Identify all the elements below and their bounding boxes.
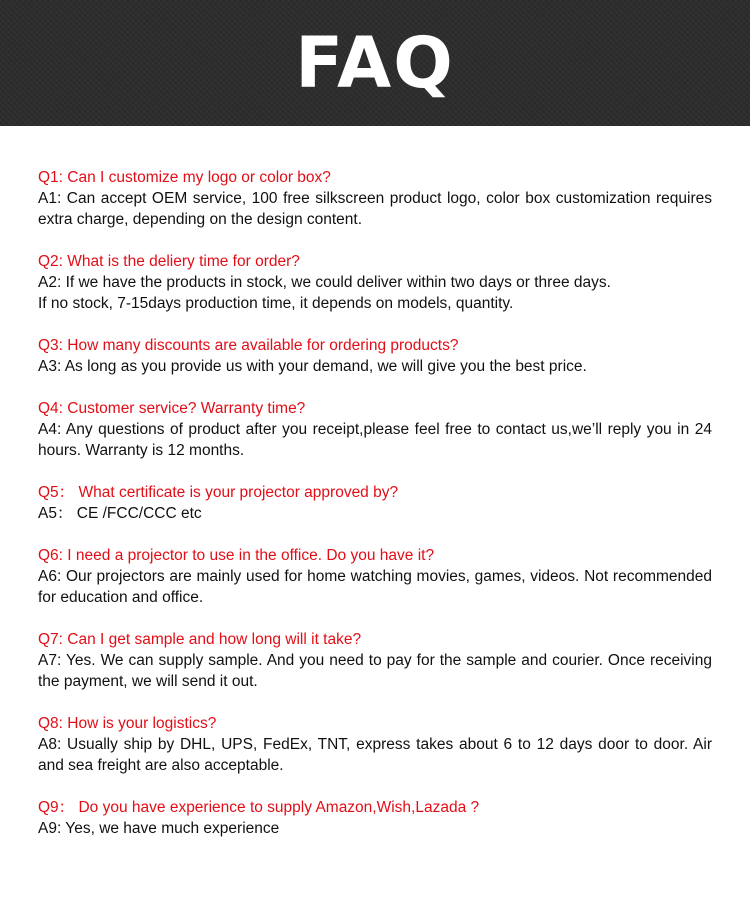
faq-item-7 xyxy=(38,629,712,713)
faq-header-banner xyxy=(0,0,750,126)
faq-answer: A9: Yes, we have much experience xyxy=(38,820,280,837)
faq-answer: A5： CE /FCC/CCC etc xyxy=(38,505,202,522)
faq-item-5 xyxy=(38,482,712,545)
faq-question: Q9： Do you have experience to supply Amazon,Wish,Lazada ? xyxy=(38,799,480,816)
faq-list xyxy=(38,167,712,860)
faq-question: Q4: Customer service? Warranty time? xyxy=(38,400,306,417)
faq-answer: A6: Our projectors are mainly used for home watching movies, games, videos. Not recommended for education and office. xyxy=(38,568,712,606)
faq-answer: A3: As long as you provide us with your demand, we will give you the best price. xyxy=(38,358,587,375)
faq-item-4 xyxy=(38,398,712,482)
faq-item-9 xyxy=(38,797,712,860)
faq-item-1 xyxy=(38,167,712,251)
faq-question: Q8: How is your logistics? xyxy=(38,715,217,732)
faq-answer xyxy=(38,272,712,314)
faq-answer: A4: Any questions of product after you receipt,please feel free to contact us,we’ll reply you in 24 hours. Warranty is 12 months. xyxy=(38,421,712,459)
faq-question: Q3: How many discounts are available for ordering products? xyxy=(38,337,459,354)
faq-answer: A7: Yes. We can supply sample. And you need to pay for the sample and courier. Once receiving the payment, we will send it out. xyxy=(38,652,712,690)
faq-item-6 xyxy=(38,545,712,629)
faq-answer: A1: Can accept OEM service, 100 free silkscreen product logo, color box customization requires extra charge, depending on the design content. xyxy=(38,190,712,228)
faq-item-8 xyxy=(38,713,712,797)
faq-question: Q7: Can I get sample and how long will it take? xyxy=(38,631,362,648)
faq-item-2 xyxy=(38,251,712,335)
page-title: FAQ xyxy=(295,22,455,104)
faq-answer: A8: Usually ship by DHL, UPS, FedEx, TNT, express takes about 6 to 12 days door to door. Air and sea freight are also acceptable. xyxy=(38,736,712,774)
faq-answer-line: A2: If we have the products in stock, we could deliver within two days or three days. xyxy=(38,274,611,291)
faq-question: Q2: What is the deliery time for order? xyxy=(38,253,300,270)
faq-answer-line: If no stock, 7-15days production time, it depends on models, quantity. xyxy=(38,295,514,312)
faq-question: Q6: I need a projector to use in the office. Do you have it? xyxy=(38,547,435,564)
faq-question: Q1: Can I customize my logo or color box? xyxy=(38,169,331,186)
faq-item-3 xyxy=(38,335,712,398)
faq-question: Q5： What certificate is your projector approved by? xyxy=(38,484,399,501)
